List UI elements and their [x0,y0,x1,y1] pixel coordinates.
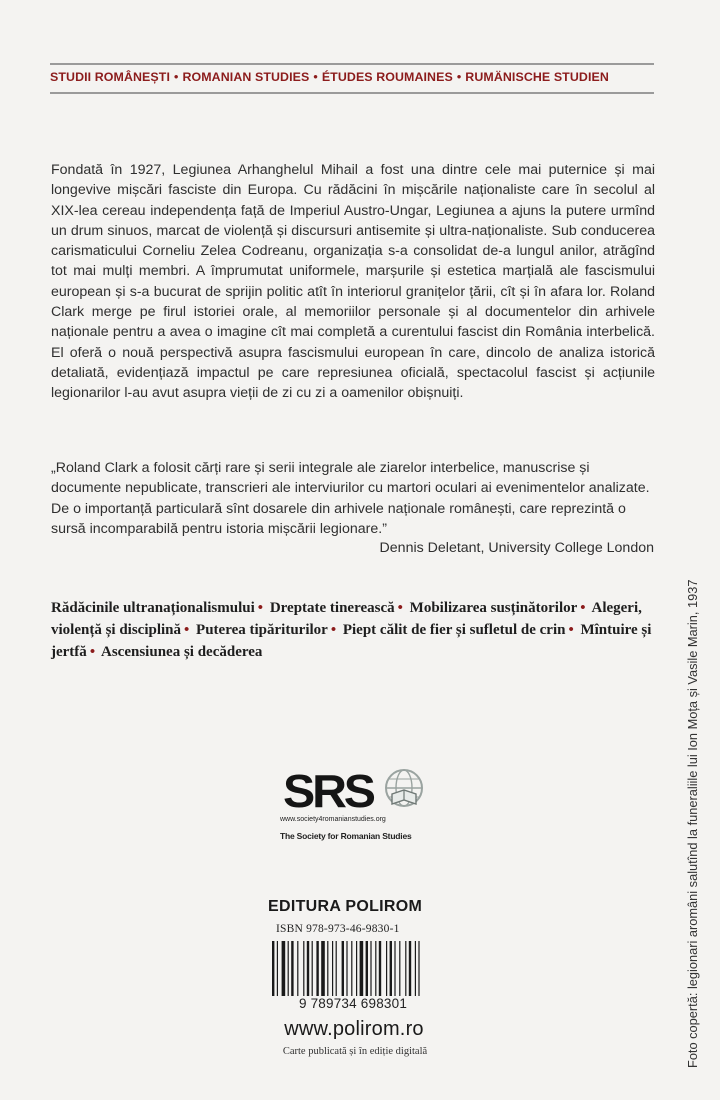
barcode-bar [360,941,364,996]
chapter-title: Ascensiunea și decăderea [101,644,263,660]
series-separator: • [313,70,318,84]
chapter-separator: • [330,622,337,638]
barcode-bar [370,941,371,996]
barcode-bar [351,941,352,996]
book-blurb: Fondată în 1927, Legiunea Arhanghelul Mihail a fost una dintre cele mai puternice și mai longevive mișcări fasciste din Europa. Cu rădăcini în mișcările naționaliste care în secolul al XIX-lea cereau independența față de Imperiul Austro-Ungar, Legiunea a ajuns la putere urmînd un drum sinuos, marcat de violență și discursuri antisemite și ultra-naționaliste. Sub conducerea carismaticului Corneliu Zelea Codreanu, organizația s-a consolidat de-a lungul anilor, atrăgînd tot mai mulți membri. A împrumutat uniformele, marșurile și estetica marțială ale fascismului european și s-a bucurat de sprijin politic atît în interiorul granițelor țării, cît și în afara lor. Roland Clark merge pe firul istoriei orale, al memoriilor personale și al documentelor din arhivele naționale pentru a avea o imagine cît mai completă a curentului fascist din România interbelică. El oferă o nouă perspectivă asupra fascismului european în care, dincolo de analiza istorică detaliată, evidențiază impactul pe care represiunea oficială, spectacolul fascist și acțiunile legionarilor l-au avut asupra vieții de zi cu zi a oamenilor obișnuiți. [51,162,655,402]
chapter-title: Piept călit de fier și sufletul de crin [342,622,566,638]
chapter-title: Mîntuire și jertfă [51,622,652,660]
series-item: RUMÄNISCHE STUDIEN [465,70,609,84]
cover-photo-credit: Foto copertă: legionari aromâni salutînd la funeraliile lui Ion Moța și Vasile Marin, 1937 [685,579,700,1068]
chapter-title: Dreptate tinerească [269,600,395,616]
barcode-bar [375,941,376,996]
digital-edition-note: Carte publicată și în ediție digitală [282,1046,428,1057]
barcode-bar [409,941,411,996]
barcode-bar [303,941,304,996]
srs-logo-letters: SRS [283,765,373,817]
barcode-bar [379,941,381,996]
isbn-number: ISBN 978-973-46-9830-1 [276,923,400,935]
barcode-bar [282,941,286,996]
barcode [268,941,438,996]
barcode-bar [312,941,313,996]
barcode-bar [336,941,337,996]
barcode-bar [342,941,344,996]
chapter-separator: • [184,622,190,638]
series-item: ÉTUDES ROUMAINES [321,70,453,84]
series-item: STUDII ROMÂNEȘTI [50,70,171,84]
series-separator: • [456,70,462,84]
barcode-bar [405,941,406,996]
barcode-bar [297,941,298,996]
barcode-bar [272,941,274,996]
barcode-bar [316,941,318,996]
bottom-rule [50,92,654,94]
barcode-digits: 9 789734 698301 [298,996,408,1011]
barcode-bar [307,941,309,996]
srs-name: The Society for Romanian Studies [280,831,412,841]
barcode-bar [366,941,368,996]
publisher-website: www.polirom.ro [284,1018,424,1040]
chapter-title: Puterea tipăriturilor [196,622,328,638]
srs-url: www.society4romanianstudies.org [280,816,386,823]
chapter-separator: • [397,600,403,616]
chapter-title: Rădăcinile ultranaționalismului [51,600,255,616]
top-rule [50,63,654,65]
barcode-bar [399,941,400,996]
publisher-name: EDITURA POLIROM [268,898,423,915]
chapter-title: Alegeri, violență și disciplină [51,600,642,638]
barcode-bar [288,941,289,996]
barcode-bar [356,941,357,996]
series-banner [50,70,660,84]
chapter-separator: • [89,644,96,660]
series-item: ROMANIAN STUDIES [182,70,310,84]
barcode-bar [291,941,293,996]
chapter-separator: • [257,600,264,616]
barcode-bar [394,941,395,996]
barcode-bar [386,941,387,996]
barcode-bar [415,941,416,996]
chapter-list [51,597,655,663]
series-separator: • [174,70,179,84]
srs-logo [280,765,433,858]
chapter-separator: • [568,622,574,638]
chapter-separator: • [580,600,586,616]
barcode-bar [321,941,325,996]
barcode-bar [390,941,392,996]
barcode-bar [327,941,328,996]
barcode-bar [277,941,278,996]
globe-book-icon [383,768,425,810]
barcode-bar [418,941,419,996]
chapter-title: Mobilizarea susținătorilor [409,600,578,616]
quote-author: Dennis Deletant, University College London [379,540,654,556]
barcode-bar [346,941,347,996]
barcode-bar [332,941,333,996]
review-quote: „Roland Clark a folosit cărți rare și serii integrale ale ziarelor interbelice, manuscrise și documente nepublicate, transcrieri ale interviurilor cu martori oculari ai evenimentelor analizate. De o importanță particulară sînt dosarele din arhivele naționale românești, care reprezintă o sursă incomparabilă pentru istoria mișcării legionare.” [51,460,650,537]
